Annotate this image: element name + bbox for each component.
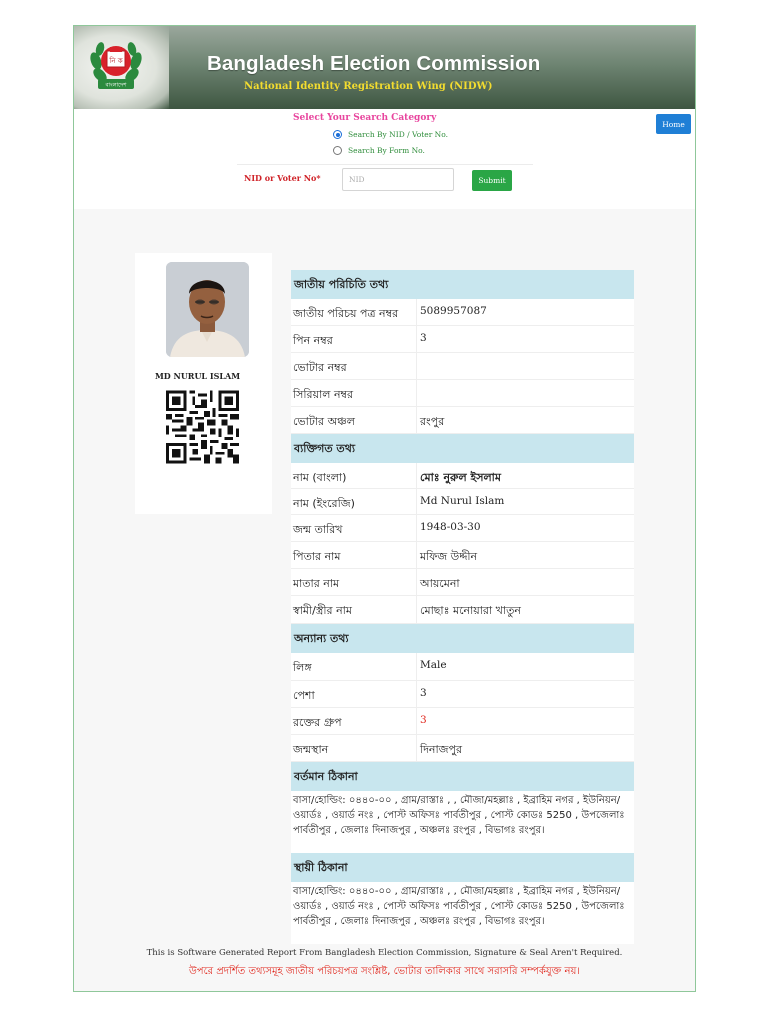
table-row	[291, 326, 634, 353]
row-label: নাম (ইংরেজি)	[291, 489, 417, 514]
result-area	[74, 209, 695, 991]
table-row	[291, 407, 634, 434]
table-row	[291, 542, 634, 569]
table-row	[291, 380, 634, 407]
row-value: মফিজ উদ্দীন	[420, 550, 478, 563]
nid-field-label: NID or Voter No*	[244, 173, 321, 183]
row-value: Md Nurul Islam	[420, 495, 505, 507]
row-label: মাতার নাম	[291, 569, 417, 595]
row-value: Male	[420, 659, 447, 671]
row-label: স্বামী/স্ত্রীর নাম	[291, 596, 417, 623]
row-value: মোছাঃ মনোয়ারা খাতুন	[420, 604, 521, 617]
table-row	[291, 299, 634, 326]
search-by-form-radio[interactable]	[333, 146, 342, 155]
row-label: পিন নম্বর	[291, 326, 417, 352]
table-row	[291, 489, 634, 515]
person-photo-icon	[166, 262, 249, 357]
nid-input[interactable]	[342, 168, 454, 191]
table-row	[291, 515, 634, 542]
row-value: দিনাজপুর	[420, 743, 463, 756]
row-value: আয়মেনা	[420, 577, 460, 590]
present-address-text: বাসা/হোল্ডিং: ০৪৪০-০০ , গ্রাম/রাস্তাঃ , , মৌজা/মহল্লাঃ , ইব্রাহিম নগর , ইউনিয়ন/ওয়ার্ডঃ , ওয়ার্ড নংঃ , পোস্ট অফিসঃ পার্বতীপুর , পোস্ট কোডঃ 5250 , উপজেলাঃ পার্বতীপুর , জেলাঃ দিনাজপুর , অঞ্চলঃ রংপুর , বিভাগঃ রংপুর।	[291, 791, 634, 853]
section-other-rows	[291, 653, 634, 762]
report-frame	[73, 25, 696, 992]
section-national-header: জাতীয় পরিচিতি তথ্য	[291, 270, 634, 299]
row-value: 1948-03-30	[420, 521, 481, 533]
section-personal-rows	[291, 463, 634, 624]
section-personal-header: ব্যক্তিগত তথ্য	[291, 434, 634, 463]
table-row	[291, 735, 634, 762]
search-by-form-label: Search By Form No.	[348, 146, 425, 155]
row-label: নাম (বাংলা)	[291, 463, 417, 488]
election-commission-logo-icon	[88, 35, 144, 93]
row-label: রক্তের গ্রুপ	[291, 708, 417, 734]
search-by-form-option[interactable]	[333, 146, 425, 155]
row-label: সিরিয়াল নম্বর	[291, 380, 417, 406]
svg-text:নি ক: নি ক	[109, 57, 123, 65]
row-label: জন্মস্থান	[291, 735, 417, 761]
page-subtitle: National Identity Registration Wing (NIDW)	[244, 81, 493, 92]
page-title: Bangladesh Election Commission	[207, 52, 541, 75]
search-by-nid-label: Search By NID / Voter No.	[348, 130, 449, 139]
row-label: পিতার নাম	[291, 542, 417, 568]
table-row	[291, 708, 634, 735]
header-banner	[74, 26, 695, 109]
table-row	[291, 596, 634, 624]
logo-caption: বাংলাদেশ	[105, 82, 127, 89]
row-value: 3	[420, 687, 427, 699]
table-row	[291, 353, 634, 380]
info-table	[291, 270, 634, 944]
row-label: পেশা	[291, 681, 417, 707]
row-value	[417, 353, 634, 379]
row-value: 5089957087	[420, 305, 487, 317]
search-divider	[237, 164, 533, 165]
table-row	[291, 463, 634, 489]
section-other-header: অন্যান্য তথ্য	[291, 624, 634, 653]
table-row	[291, 569, 634, 596]
search-category-label: Select Your Search Category	[293, 113, 437, 123]
row-value: মোঃ নুরুল ইসলাম	[420, 471, 501, 484]
profile-photo	[166, 262, 249, 357]
section-permanent-address-header: স্থায়ী ঠিকানা	[291, 853, 634, 882]
footer-note: উপরে প্রদর্শিত তথ্যসমূহ জাতীয় পরিচয়পত্র সংশ্লিষ্ট, ভোটার তালিকার সাথে সরাসরি সম্পর্কযুক্ত নয়।	[189, 966, 580, 977]
row-label: লিঙ্গ	[291, 653, 417, 680]
search-panel	[74, 109, 695, 209]
submit-button[interactable]: Submit	[472, 170, 512, 191]
table-row	[291, 653, 634, 681]
row-label: ভোটার অঞ্চল	[291, 407, 417, 433]
row-label: জাতীয় পরিচয় পত্র নম্বর	[291, 299, 417, 325]
profile-card	[135, 253, 272, 514]
row-label: ভোটার নম্বর	[291, 353, 417, 379]
section-national-rows	[291, 299, 634, 434]
home-button[interactable]: Home	[656, 114, 691, 134]
qr-code-icon	[166, 390, 239, 464]
section-present-address-header: বর্তমান ঠিকানা	[291, 762, 634, 791]
row-value: রংপুর	[420, 415, 445, 428]
row-label: জন্ম তারিখ	[291, 515, 417, 541]
footer-disclaimer: This is Software Generated Report From Bangladesh Election Commission, Signature & Seal Aren't Required.	[146, 948, 623, 958]
permanent-address-text: বাসা/হোল্ডিং: ০৪৪০-০০ , গ্রাম/রাস্তাঃ , , মৌজা/মহল্লাঃ , ইব্রাহিম নগর , ইউনিয়ন/ওয়ার্ডঃ , ওয়ার্ড নংঃ , পোস্ট অফিসঃ পার্বতীপুর , পোস্ট কোডঃ 5250 , উপজেলাঃ পার্বতীপুর , জেলাঃ দিনাজপুর , অঞ্চলঃ রংপুর , বিভাগঃ রংপুর।	[291, 882, 634, 944]
search-by-nid-radio[interactable]	[333, 130, 342, 139]
logo-area	[74, 26, 169, 109]
row-value: 3	[420, 714, 427, 726]
row-value: 3	[420, 332, 427, 344]
table-row	[291, 681, 634, 708]
search-by-nid-option[interactable]	[333, 130, 448, 139]
profile-name: MD NURUL ISLAM	[154, 371, 241, 381]
row-value	[417, 380, 634, 406]
